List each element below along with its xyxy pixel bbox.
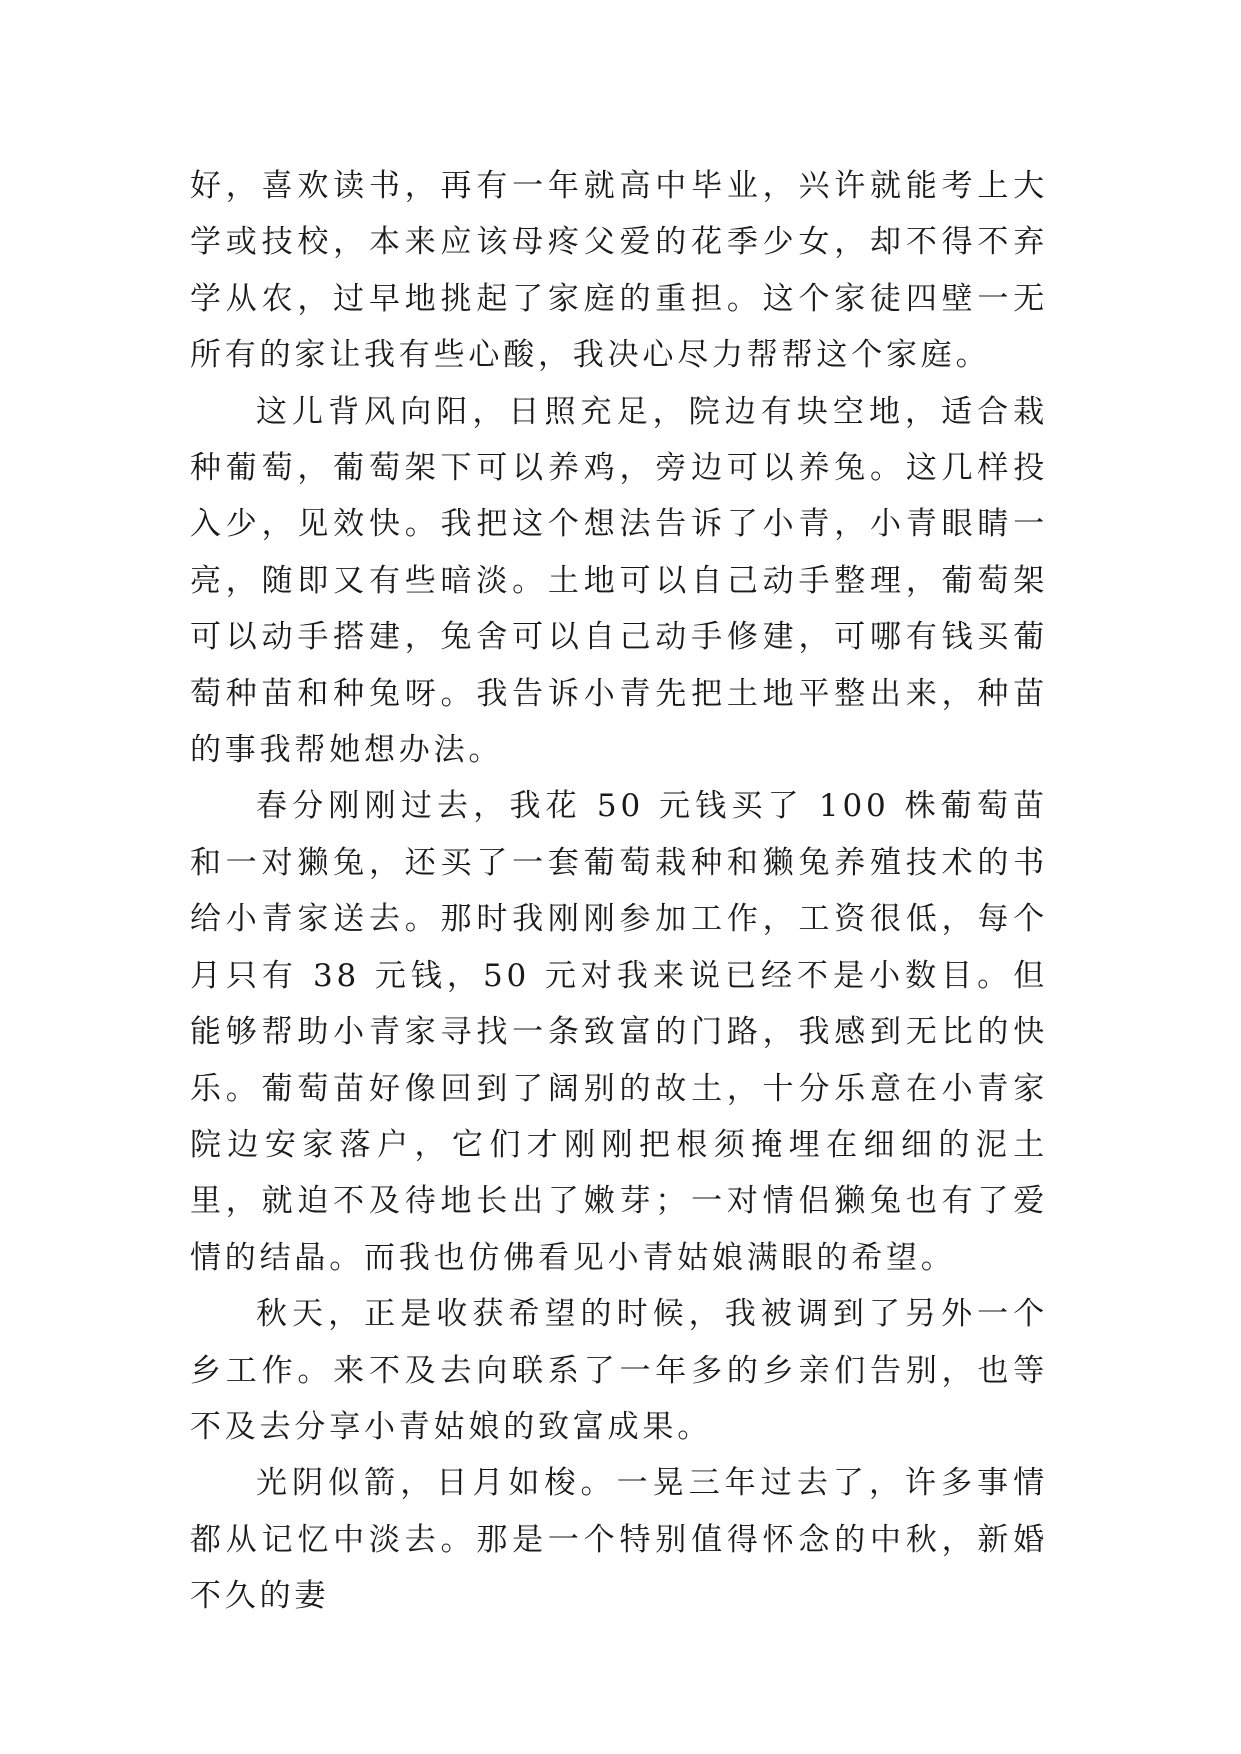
paragraph-4: 秋天，正是收获希望的时候，我被调到了另外一个乡工作。来不及去向联系了一年多的乡亲们告别，也等不及去分享小青姑娘的致富成果。 (190, 1296, 1048, 1445)
paragraph-2: 这儿背风向阳，日照充足，院边有块空地，适合栽种葡萄，葡萄架下可以养鸡，旁边可以养兔。这几样投入少，见效快。我把这个想法告诉了小青，小青眼睛一亮，随即又有些暗淡。土地可以自己动手整理，葡萄架可以动手搭建，兔舍可以自己动手修建，可哪有钱买葡萄种苗和种兔呀。我告诉小青先把土地平整出来，种苗的事我帮她想办法。 (190, 393, 1048, 769)
paragraph-3: 春分刚刚过去，我花 50 元钱买了 100 株葡萄苗和一对獭兔，还买了一套葡萄栽种和獭兔养殖技术的书给小青家送去。那时我刚刚参加工作，工资很低，每个月只有 38 元钱，50 元对我来说已经不是小数目。但能够帮助小青家寻找一条致富的门路，我感到无比的快乐。葡萄苗好像回到了阔别的故土，十分乐意在小青家院边安家落户，它们才刚刚把根须掩埋在细细的泥土里，就迫不及待地长出了嫩芽；一对情侣獭兔也有了爱情的结晶。而我也仿佛看见小青姑娘满眼的希望。 (190, 788, 1048, 1276)
paragraph-1: 好，喜欢读书，再有一年就高中毕业，兴许就能考上大学或技校，本来应该母疼父爱的花季少女，却不得不弃学从农，过早地挑起了家庭的重担。这个家徒四壁一无所有的家让我有些心酸，我决心尽力帮帮这个家庭。 (190, 168, 1048, 374)
paragraph-5: 光阴似箭，日月如梭。一晃三年过去了，许多事情都从记忆中淡去。那是一个特别值得怀念的中秋，新婚不久的妻 (190, 1465, 1048, 1615)
body-text (190, 158, 1048, 1625)
